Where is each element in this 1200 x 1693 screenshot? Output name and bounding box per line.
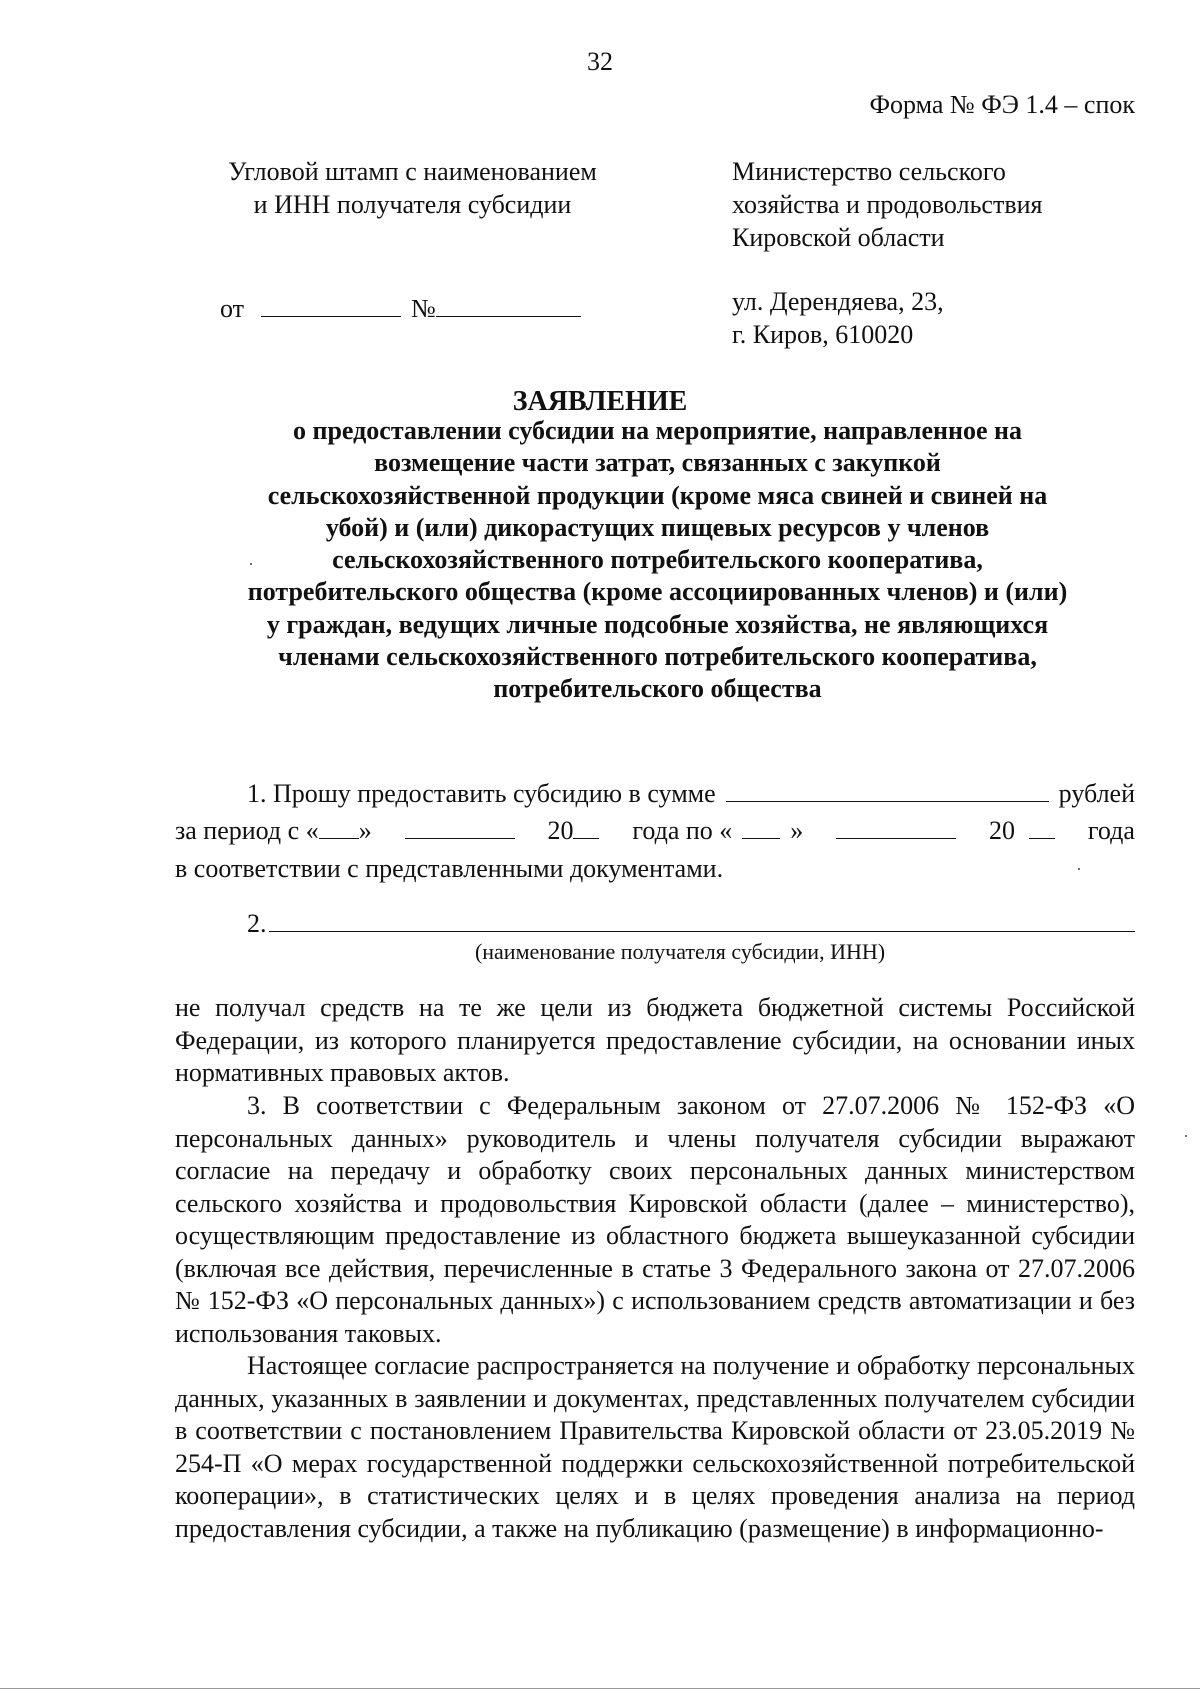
item1-prefix: 1. Прошу предоставить субсидию в сумме bbox=[247, 779, 716, 808]
scan-speck bbox=[1185, 1135, 1187, 1137]
form-number: Форма № ФЭ 1.4 – спок bbox=[869, 90, 1135, 119]
document-subtitle: о предоставлении субсидии на мероприятие, направленное на возмещение части затрат, связанных с закупкой сельскохозяйственной продукции (кроме мяса свиней и свиней на убой) и (или) дикорастущих пищевых ресурсов у членов сельскохозяйственного потребительского кооператива, потребительского общества (кроме ассоциированных членов) и (или) у граждан, ведущих личные подсобные хозяйства, не являющихся членами сельскохозяйственного потребительского кооператива, потребительского общества bbox=[247, 416, 1068, 704]
amount-blank-field[interactable] bbox=[726, 775, 1049, 802]
recipient-line-3: Кировской области bbox=[732, 223, 945, 252]
start-month-blank[interactable] bbox=[405, 812, 515, 839]
stamp-line-2: и ИНН получателя субсидии bbox=[253, 190, 572, 219]
item1-line1 bbox=[175, 775, 1135, 810]
end-day-blank[interactable] bbox=[742, 812, 780, 839]
recipient-name-caption: (наименование получателя субсидии, ИНН) bbox=[474, 939, 886, 964]
page-number: 32 bbox=[587, 47, 613, 76]
start-year: 20 bbox=[547, 812, 599, 847]
end-year-blank[interactable] bbox=[1029, 812, 1055, 839]
recipient-line-2: хозяйства и продовольствия bbox=[732, 190, 1043, 219]
item1-suffix: рублей bbox=[1058, 779, 1135, 808]
start-year-blank[interactable] bbox=[573, 812, 599, 839]
number-label: № bbox=[411, 294, 436, 323]
consent-text: Настоящее согласие распространяется на получение и обработку персональных данных, указанных в заявлении и документах, представленных получателем субсидии в соответствии с постановлением Правительства Кировской области от 23.05.2019 № 254-П «О мерах государственной поддержки сельскохозяйственной потребительской кооперации», в статистических целях и в целях проведения анализа на период предоставления субсидии, а также на публикацию (размещение) в информационно- bbox=[175, 1351, 1135, 1543]
item2-number: 2. bbox=[247, 909, 267, 938]
item1-line3: в соответствии с представленными документами. bbox=[175, 854, 724, 883]
page-bottom-edge bbox=[0, 1688, 1200, 1689]
date-number-row bbox=[220, 290, 581, 325]
from-label: от bbox=[220, 294, 245, 323]
recipient-line-1: Министерство сельского bbox=[732, 157, 1006, 186]
item2-text: не получал средств на те же цели из бюджета бюджетной системы Российской Федерации, из которого планируется предоставление субсидии, на основании иных нормативных правовых актов. bbox=[175, 993, 1135, 1087]
period-from-label: за период с « » bbox=[175, 812, 372, 847]
document-title: ЗАЯВЛЕНИЕ bbox=[512, 386, 688, 417]
recipient-name-blank-field[interactable] bbox=[269, 905, 1136, 932]
item3-text: 3. В соответствии с Федеральным законом от 27.07.2006 № 152-ФЗ «О персональных данных» руководитель и члены получателя субсидии выражают согласие на передачу и обработку своих персональных данных министерством сельского хозяйства и продовольствия Кировской области (далее – министерство), осуществляющим предоставление из областного бюджета вышеуказанной субсидии (включая все действия, перечисленные в статье 3 Федерального закона от 27.07.2006 № 152-ФЗ «О персональных данных») с использованием средств автоматизации и без использования таковых. bbox=[175, 1091, 1135, 1348]
address-line-1: ул. Дерендяева, 23, bbox=[732, 287, 944, 316]
address-line-2: г. Киров, 610020 bbox=[732, 320, 914, 349]
recipient-block bbox=[732, 155, 1042, 254]
until-label: года по « » bbox=[632, 812, 803, 847]
start-day-blank[interactable] bbox=[319, 812, 359, 839]
number-blank-field[interactable] bbox=[436, 290, 581, 317]
scan-speck bbox=[1078, 868, 1080, 870]
corner-stamp-placeholder bbox=[160, 155, 665, 221]
stamp-line-1: Угловой штамп с наименованием bbox=[228, 157, 597, 186]
date-blank-field[interactable] bbox=[261, 290, 401, 317]
end-year: 20 bbox=[989, 812, 1055, 847]
end-month-blank[interactable] bbox=[836, 812, 956, 839]
scan-speck bbox=[250, 563, 252, 565]
item1-line2 bbox=[175, 812, 1135, 847]
year-label: года bbox=[1087, 816, 1135, 845]
recipient-address bbox=[732, 285, 944, 351]
